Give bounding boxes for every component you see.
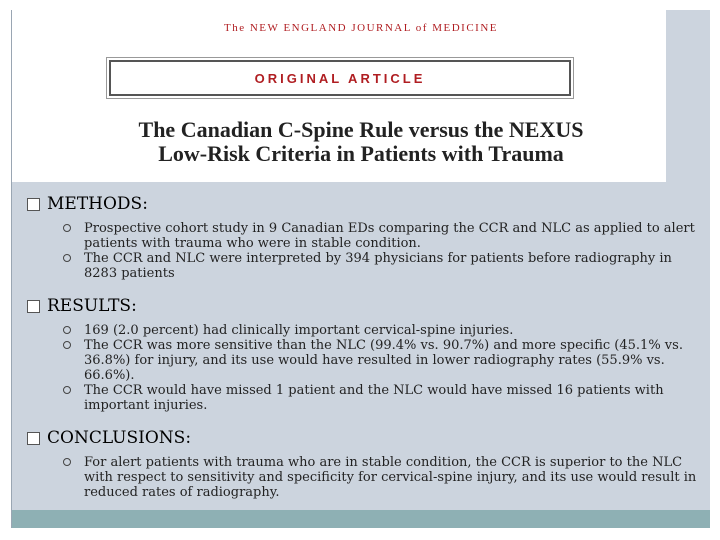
section-heading-text: METHODS: xyxy=(47,194,148,214)
ring-bullet-icon xyxy=(63,341,71,349)
section-results xyxy=(23,291,703,413)
slide-content xyxy=(23,189,703,510)
list-item xyxy=(23,323,703,338)
bullet-list xyxy=(23,455,703,500)
journal-name: The NEW ENGLAND JOURNAL of MEDICINE xyxy=(224,22,498,34)
bullet-list xyxy=(23,221,703,281)
section-heading xyxy=(23,291,703,321)
article-title-line-2: Low-Risk Criteria in Patients with Trauma xyxy=(158,141,564,166)
section-conclusions xyxy=(23,423,703,500)
section-heading xyxy=(23,189,703,219)
section-heading-text: RESULTS: xyxy=(47,296,137,316)
ring-bullet-icon xyxy=(63,458,71,466)
checkbox-bullet-icon xyxy=(27,300,40,313)
section-heading-text: CONCLUSIONS: xyxy=(47,428,192,448)
article-type-banner: ORIGINAL ARTICLE xyxy=(109,60,571,96)
bullet-text: Prospective cohort study in 9 Canadian EDs comparing the CCR and NLC as applied to alert patients with trauma who were in stable condition. xyxy=(84,221,695,251)
ring-bullet-icon xyxy=(63,326,71,334)
bullet-text: For alert patients with trauma who are in stable condition, the CCR is superior to the NLC with respect to sensitivity and specificity for cervical-spine injury, and its use would result in reduced rates of radiography. xyxy=(84,455,697,500)
bullet-text: The CCR was more sensitive than the NLC (99.4% vs. 90.7%) and more specific (45.1% vs. 36.8%) for injury, and its use would have resulted in lower radiography rates (55.9% vs. 66.6%). xyxy=(84,338,683,383)
ring-bullet-icon xyxy=(63,386,71,394)
slide xyxy=(11,10,710,528)
list-item xyxy=(23,221,703,251)
bullet-text: The CCR would have missed 1 patient and the NLC would have missed 16 patients with important injuries. xyxy=(84,383,664,413)
journal-header-image xyxy=(12,10,666,182)
list-item xyxy=(23,455,703,500)
article-title xyxy=(12,118,710,166)
section-heading xyxy=(23,423,703,453)
list-item xyxy=(23,338,703,383)
ring-bullet-icon xyxy=(63,254,71,262)
ring-bullet-icon xyxy=(63,224,71,232)
footer-bar xyxy=(12,510,710,528)
section-methods xyxy=(23,189,703,281)
checkbox-bullet-icon xyxy=(27,432,40,445)
bullet-list xyxy=(23,323,703,413)
bullet-text: 169 (2.0 percent) had clinically important cervical-spine injuries. xyxy=(84,323,514,338)
list-item xyxy=(23,383,703,413)
article-title-line-1: The Canadian C-Spine Rule versus the NEXUS xyxy=(138,117,584,142)
bullet-text: The CCR and NLC were interpreted by 394 physicians for patients before radiography in 8283 patients xyxy=(84,251,672,281)
list-item xyxy=(23,251,703,281)
checkbox-bullet-icon xyxy=(27,198,40,211)
